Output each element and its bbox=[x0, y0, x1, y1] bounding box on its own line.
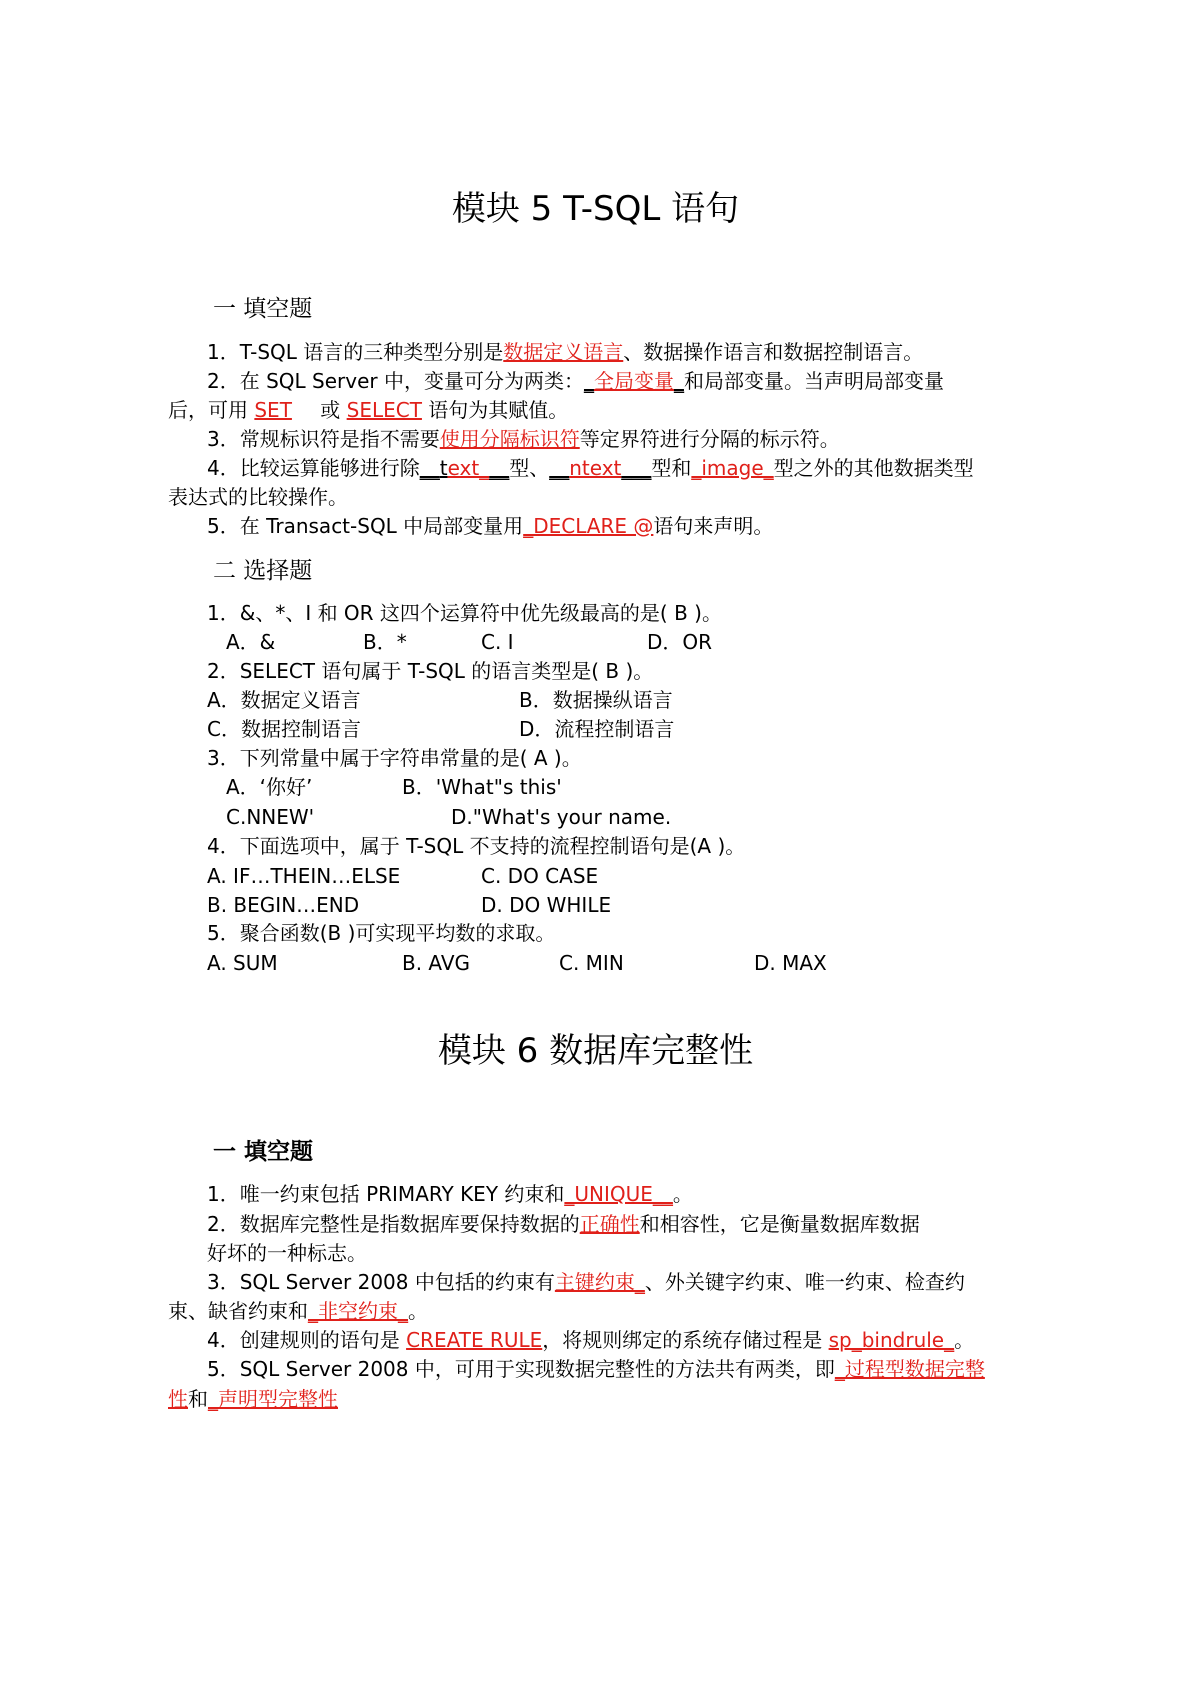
m6-fill-q4: 4．创建规则的语句是 CREATE RULE，将规则绑定的系统存储过程是 sp_bindrule_。 bbox=[207, 1328, 975, 1352]
answer: 全局变量 bbox=[593, 369, 674, 393]
answer: SET bbox=[254, 398, 292, 422]
m5-choice-q2: 2．SELECT 语句属于 T-SQL 的语言类型是( B )。 bbox=[207, 659, 654, 683]
m5-choice-q1: 1．&、*、I 和 OR 这四个运算符中优先级最高的是( B )。 bbox=[207, 601, 722, 625]
answer: sp_bindrule_ bbox=[828, 1328, 955, 1352]
m5-fill-q4-line2: 表达式的比较操作。 bbox=[168, 485, 348, 509]
answer: 数据定义语言 bbox=[503, 340, 624, 364]
answer: ntext bbox=[569, 456, 622, 480]
m5-fill-q1: 1．T-SQL 语言的三种类型分别是数据定义语言、数据操作语言和数据控制语言。 bbox=[207, 340, 924, 364]
answer: _过程型数据完整 bbox=[834, 1357, 985, 1381]
m6-fill-q1: 1．唯一约束包括 PRIMARY KEY 约束和_UNIQUE__。 bbox=[207, 1182, 693, 1206]
answer: _声明型完整性 bbox=[208, 1387, 338, 1411]
answer: CREATE RULE bbox=[406, 1328, 543, 1352]
m6-fill-q3-line2: 束、缺省约束和_非空约束_。 bbox=[168, 1299, 428, 1323]
m5-choice-q4: 4．下面选项中，属于 T-SQL 不支持的流程控制语句是(A )。 bbox=[207, 834, 746, 858]
m5-fill-q5: 5．在 Transact-SQL 中局部变量用_DECLARE @语句来声明。 bbox=[207, 514, 774, 538]
m6-fill-heading: 一 填空题 bbox=[213, 1139, 314, 1165]
m5-choice-q3: 3．下列常量中属于字符串常量的是( A )。 bbox=[207, 746, 582, 770]
option: C. MIN bbox=[559, 951, 624, 975]
option: D. MAX bbox=[754, 951, 827, 975]
m5-fill-heading: 一 填空题 bbox=[213, 296, 313, 322]
answer: _UNIQUE__ bbox=[564, 1182, 673, 1206]
answer: SELECT bbox=[346, 398, 422, 422]
option: D. DO WHILE bbox=[481, 893, 612, 917]
option: C.NNEW' bbox=[226, 805, 315, 829]
m5-choice-q5: 5．聚合函数(B )可实现平均数的求取。 bbox=[207, 921, 556, 945]
option: D．OR bbox=[647, 630, 713, 654]
option: D．流程控制语言 bbox=[519, 717, 675, 741]
m5-fill-q3: 3．常规标识符是指不需要使用分隔标识符等定界符进行分隔的标示符。 bbox=[207, 427, 840, 451]
option: A. SUM bbox=[207, 951, 278, 975]
option: A．‘你好’ bbox=[226, 775, 313, 799]
answer: 主键约束_ bbox=[554, 1270, 645, 1294]
option: C. I bbox=[481, 630, 514, 654]
answer: 正确性 bbox=[579, 1212, 640, 1236]
m6-fill-q3-line1: 3．SQL Server 2008 中包括的约束有主键约束_、外关键字约束、唯一约束、检查约 bbox=[207, 1270, 965, 1294]
option: B. BEGIN…END bbox=[207, 893, 360, 917]
answer: _非空约束_ bbox=[308, 1299, 408, 1323]
answer: 使用分隔标识符 bbox=[439, 427, 580, 451]
option: C．数据控制语言 bbox=[207, 717, 361, 741]
m6-fill-q5-line2: 性和_声明型完整性 bbox=[168, 1387, 338, 1411]
option: A．数据定义语言 bbox=[207, 688, 361, 712]
answer: 性 bbox=[168, 1387, 188, 1411]
m6-fill-q2-line2: 好坏的一种标志。 bbox=[207, 1241, 367, 1265]
option: B．数据操纵语言 bbox=[519, 688, 673, 712]
option: B．* bbox=[363, 630, 407, 654]
option: A．& bbox=[226, 630, 276, 654]
option: A. IF…THEIN…ELSE bbox=[207, 864, 401, 888]
m6-fill-q2-line1: 2．数据库完整性是指数据库要保持数据的正确性和相容性，它是衡量数据库数据 bbox=[207, 1212, 920, 1236]
answer: _image_ bbox=[691, 456, 774, 480]
module6-title: 模块 6 数据库完整性 bbox=[437, 1031, 754, 1071]
answer: _DECLARE @ bbox=[523, 514, 654, 538]
m5-fill-q4-line1: 4．比较运算能够进行除__text___型、__ntext___型和_image_型之外的其他数据类型 bbox=[207, 456, 974, 480]
module5-title: 模块 5 T-SQL 语句 bbox=[451, 189, 740, 229]
option: B. AVG bbox=[402, 951, 471, 975]
option: D."What's your name. bbox=[451, 805, 672, 829]
m6-fill-q5-line1: 5．SQL Server 2008 中，可用于实现数据完整性的方法共有两类，即_过程型数据完整 bbox=[207, 1357, 985, 1381]
option: C. DO CASE bbox=[481, 864, 599, 888]
m5-fill-q2-line1: 2．在 SQL Server 中，变量可分为两类：_全局变量_和局部变量。当声明局部变量 bbox=[207, 369, 944, 393]
m5-choice-heading: 二 选择题 bbox=[213, 558, 313, 584]
m5-fill-q2-line2: 后，可用 SET 或 SELECT 语句为其赋值。 bbox=[168, 398, 569, 422]
answer: ext_ bbox=[447, 456, 490, 480]
option: B．'What"s this' bbox=[402, 775, 562, 799]
